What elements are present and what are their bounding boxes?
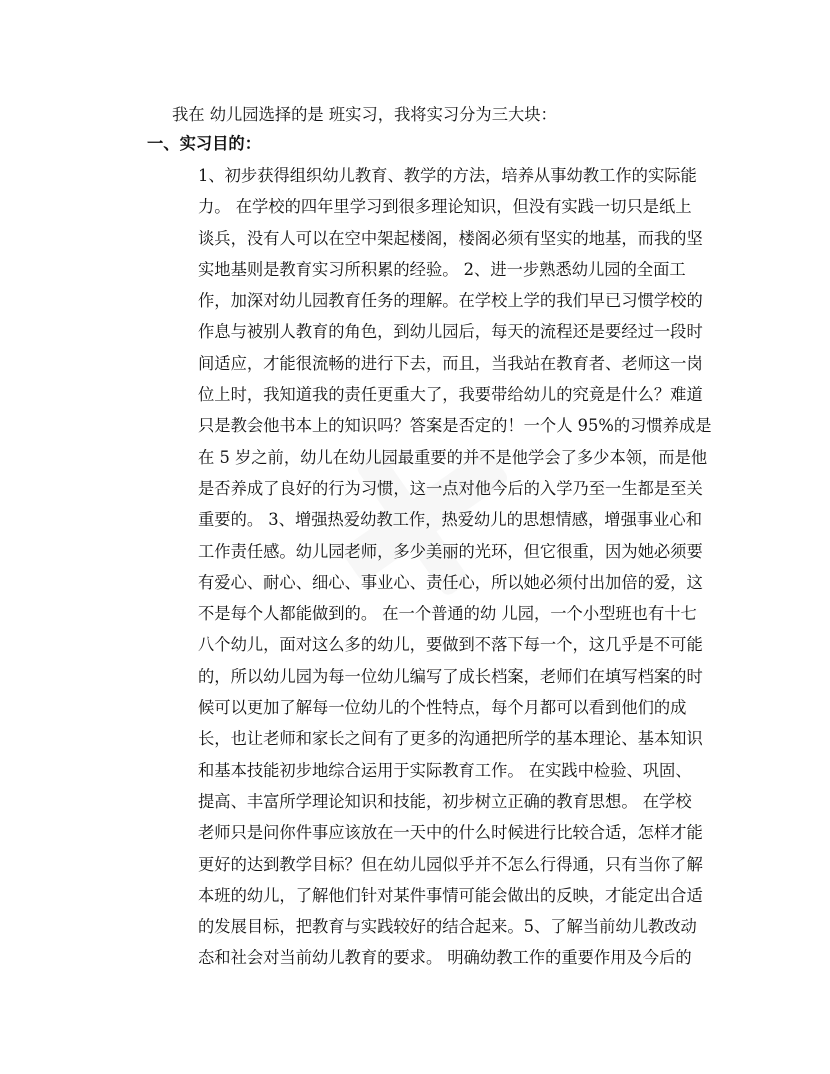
body-line: 的发展目标，把教育与实践较好的结合起来。5、了解当前幼儿教改动 xyxy=(198,917,697,937)
body-line: 谈兵，没有人可以在空中架起楼阁，楼阁必须有坚实的地基，而我的坚 xyxy=(198,228,703,248)
body-line: 作息与被别人教育的角色，到幼儿园后，每天的流程还是要经过一段时 xyxy=(198,322,703,342)
body-line: 是否养成了良好的行为习惯，这一点对他今后的入学乃至一生都是至关 xyxy=(198,478,703,498)
body-line: 间适应，才能很流畅的进行下去，而且，当我站在教育者、老师这一岗 xyxy=(198,353,703,373)
body-line: 位上时，我知道我的责任更重大了，我要带给幼儿的究竟是什么？难道 xyxy=(198,385,703,405)
body-line: 重要的。 3、增强热爱幼教工作，热爱幼儿的思想情感，增强事业心和 xyxy=(198,510,702,530)
body-line: 和基本技能初步地综合运用于实际教育工作。 在实践中检验、巩固、 xyxy=(198,760,692,780)
body-text xyxy=(198,160,718,974)
body-line: 本班的幼儿，了解他们针对某件事情可能会做出的反映，才能定出合适 xyxy=(198,885,703,905)
body-line: 在 5 岁之前，幼儿在幼儿园最重要的并不是他学会了多少本领，而是他 xyxy=(198,447,708,467)
body-line: 工作责任感。幼儿园老师，多少美丽的光环，但它很重，因为她必须要 xyxy=(198,541,703,561)
body-line: 态和社会对当前幼儿教育的要求。 明确幼教工作的重要作用及今后的 xyxy=(198,948,692,968)
body-line: 有爱心、耐心、细心、事业心、责任心，所以她必须付出加倍的爱，这 xyxy=(198,572,703,592)
body-line: 实地基则是教育实习所积累的经验。 2、进一步熟悉幼儿园的全面工 xyxy=(198,259,686,279)
body-line: 更好的达到教学目标？但在幼儿园似乎并不怎么行得通，只有当你了解 xyxy=(198,854,703,874)
body-line: 力。 在学校的四年里学习到很多理论知识，但没有实践一切只是纸上 xyxy=(198,197,692,217)
section-heading: 一、实习目的： xyxy=(147,134,261,153)
body-line: 作，加深对幼儿园教育任务的理解。在学校上学的我们早已习惯学校的 xyxy=(198,291,703,311)
body-line: 的，所以幼儿园为每一位幼儿编写了成长档案，老师们在填写档案的时 xyxy=(198,666,703,686)
body-line: 老师只是问你件事应该放在一天中的什么时候进行比较合适，怎样才能 xyxy=(198,823,703,843)
body-line: 1、初步获得组织幼儿教育、教学的方法，培养从事幼教工作的实际能 xyxy=(198,166,697,185)
body-line: 候可以更加了解每一位幼儿的个性特点，每个月都可以看到他们的成 xyxy=(198,698,687,718)
body-line: 八个幼儿，面对这么多的幼儿，要做到不落下每一个，这几乎是不可能 xyxy=(198,635,703,655)
intro-line: 我在 幼儿园选择的是 班实习，我将实习分为三大块： xyxy=(172,105,557,124)
body-line: 长，也让老师和家长之间有了更多的沟通把所学的基本理论、基本知识 xyxy=(198,729,703,749)
body-line: 只是教会他书本上的知识吗？答案是否定的！一个人 95%的习惯养成是 xyxy=(198,416,712,436)
body-line: 不是每个人都能做到的。 在一个普通的幼 儿园，一个小型班也有十七 xyxy=(198,604,697,624)
body-line: 提高、丰富所学理论知识和技能，初步树立正确的教育思想。 在学校 xyxy=(198,791,692,811)
